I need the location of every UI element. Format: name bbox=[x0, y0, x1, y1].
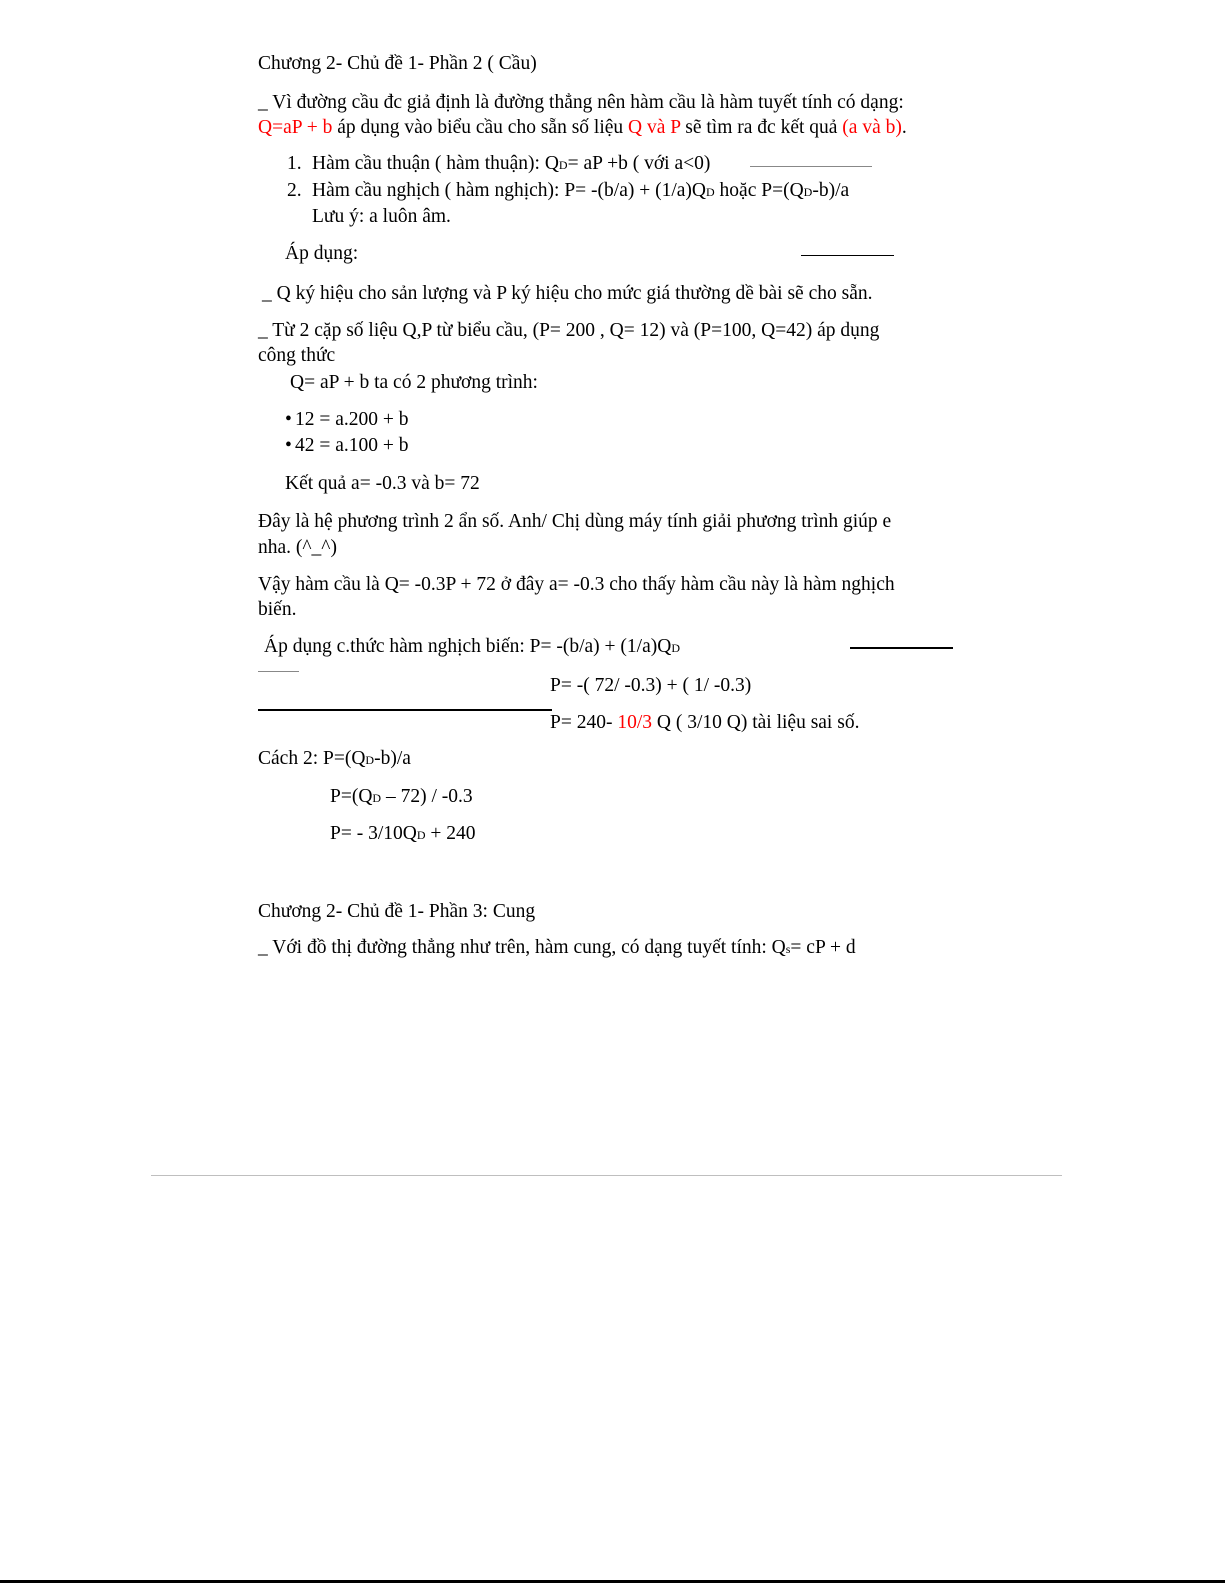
inverse-step-2-post: Q ( 3/10 Q) tài liệu sai số. bbox=[652, 712, 860, 733]
underline-rule-1 bbox=[750, 166, 872, 167]
underline-rule-5 bbox=[258, 709, 552, 711]
equation-1 bbox=[285, 407, 409, 432]
supply-line-post: = cP + d bbox=[790, 937, 856, 958]
bullet-icon: • bbox=[285, 409, 292, 430]
section-heading-supply: Chương 2- Chủ đề 1- Phần 3: Cung bbox=[258, 901, 536, 922]
intro-line-2 bbox=[258, 115, 907, 140]
list-item-1-post: = aP +b ( với a<0) bbox=[567, 153, 711, 174]
method-2-step-1-pre: P=(Q bbox=[330, 786, 373, 807]
equation-1-text: 12 = a.200 + b bbox=[295, 409, 409, 430]
underline-rule-3 bbox=[850, 647, 953, 649]
data-line-2: công thức bbox=[258, 345, 336, 366]
method-2-sub: D bbox=[365, 753, 375, 767]
equation-2-text: 42 = a.100 + b bbox=[295, 435, 409, 456]
method-2 bbox=[258, 746, 411, 771]
method-2-step-1-post: – 72) / -0.3 bbox=[381, 786, 473, 807]
method-2-step-2-post: + 240 bbox=[425, 823, 476, 844]
conclusion-line-2: biến. bbox=[258, 599, 297, 620]
supply-line bbox=[258, 935, 856, 960]
method-2-step-2-sub: D bbox=[416, 828, 426, 842]
inverse-step-2-pre: P= 240- bbox=[550, 712, 618, 733]
system-line-2: nha. (^_^) bbox=[258, 537, 337, 558]
inverse-step-1: P= -( 72/ -0.3) + ( 1/ -0.3) bbox=[550, 675, 752, 696]
list-item-2-mid: hoặc P=(Q bbox=[714, 180, 804, 201]
supply-line-sub: s bbox=[785, 942, 791, 956]
method-2-pre: Cách 2: P=(Q bbox=[258, 748, 366, 769]
supply-line-pre: _ Với đồ thị đường thẳng như trên, hàm cung, có dạng tuyết tính: Q bbox=[258, 937, 786, 958]
bottom-edge-rule bbox=[0, 1580, 1225, 1583]
page-break-rule bbox=[151, 1175, 1062, 1176]
intro-qp-red: Q và P bbox=[628, 117, 681, 138]
list-item-2 bbox=[312, 178, 849, 203]
intro-text-mid2: sẽ tìm ra đc kết quả bbox=[680, 117, 843, 138]
data-line-1: _ Từ 2 cặp số liệu Q,P từ biểu cầu, (P= 200 , Q= 12) và (P=100, Q=42) áp dụng bbox=[258, 320, 880, 341]
method-2-step-2 bbox=[330, 821, 476, 846]
underline-rule-4 bbox=[258, 671, 299, 672]
intro-text-mid: áp dụng vào biểu cầu cho sẵn số liệu bbox=[332, 117, 629, 138]
intro-formula-red: Q=aP + b bbox=[258, 117, 333, 138]
list-item-1-pre: Hàm cầu thuận ( hàm thuận): Q bbox=[312, 153, 559, 174]
list-item-2-post: -b)/a bbox=[812, 180, 850, 201]
intro-line-1: _ Vì đường cầu đc giả định là đường thẳng nên hàm cầu là hàm tuyết tính có dạng: bbox=[258, 92, 904, 113]
symbols-line: _ Q ký hiệu cho sản lượng và P ký hiệu cho mức giá thường dề bài sẽ cho sẵn. bbox=[262, 283, 873, 304]
list-item-1-sub: D bbox=[558, 158, 568, 172]
list-note: Lưu ý: a luôn âm. bbox=[312, 206, 451, 227]
list-item-2-sub2: D bbox=[803, 185, 813, 199]
apply-label: Áp dụng: bbox=[285, 243, 359, 264]
inverse-formula-pre: Áp dụng c.thức hàm nghịch biến: P= -(b/a) + (1/a)Q bbox=[264, 636, 672, 657]
formula-line: Q= aP + b ta có 2 phương trình: bbox=[290, 372, 538, 393]
inverse-step-2 bbox=[550, 710, 859, 735]
conclusion-line-1: Vậy hàm cầu là Q= -0.3P + 72 ở đây a= -0.3 cho thấy hàm cầu này là hàm nghịch bbox=[258, 574, 895, 595]
underline-rule-2 bbox=[801, 255, 894, 256]
method-2-step-2-pre: P= - 3/10Q bbox=[330, 823, 417, 844]
intro-end: . bbox=[901, 117, 907, 138]
method-2-post: -b)/a bbox=[374, 748, 411, 769]
equation-2 bbox=[285, 433, 409, 458]
list-item-1-number: 1. bbox=[287, 153, 302, 174]
section-heading-demand: Chương 2- Chủ đề 1- Phần 2 ( Cầu) bbox=[258, 53, 537, 74]
list-item-2-number: 2. bbox=[287, 180, 302, 201]
list-item-2-sub: D bbox=[706, 185, 715, 199]
method-2-step-1 bbox=[330, 784, 473, 809]
inverse-formula-sub: D bbox=[671, 641, 680, 655]
system-line-1: Đây là hệ phương trình 2 ẩn số. Anh/ Chị dùng máy tính giải phương trình giúp e bbox=[258, 511, 892, 532]
method-2-step-1-sub: D bbox=[372, 791, 382, 805]
list-item-1 bbox=[312, 151, 710, 176]
bullet-icon: • bbox=[285, 435, 292, 456]
intro-ab-red: (a và b) bbox=[842, 117, 902, 138]
list-item-2-pre: Hàm cầu nghịch ( hàm nghịch): P= -(b/a) + (1/a)Q bbox=[312, 180, 706, 201]
inverse-step-2-red: 10/3 bbox=[617, 712, 653, 733]
inverse-formula bbox=[264, 634, 680, 659]
result-line: Kết quả a= -0.3 và b= 72 bbox=[285, 473, 480, 494]
